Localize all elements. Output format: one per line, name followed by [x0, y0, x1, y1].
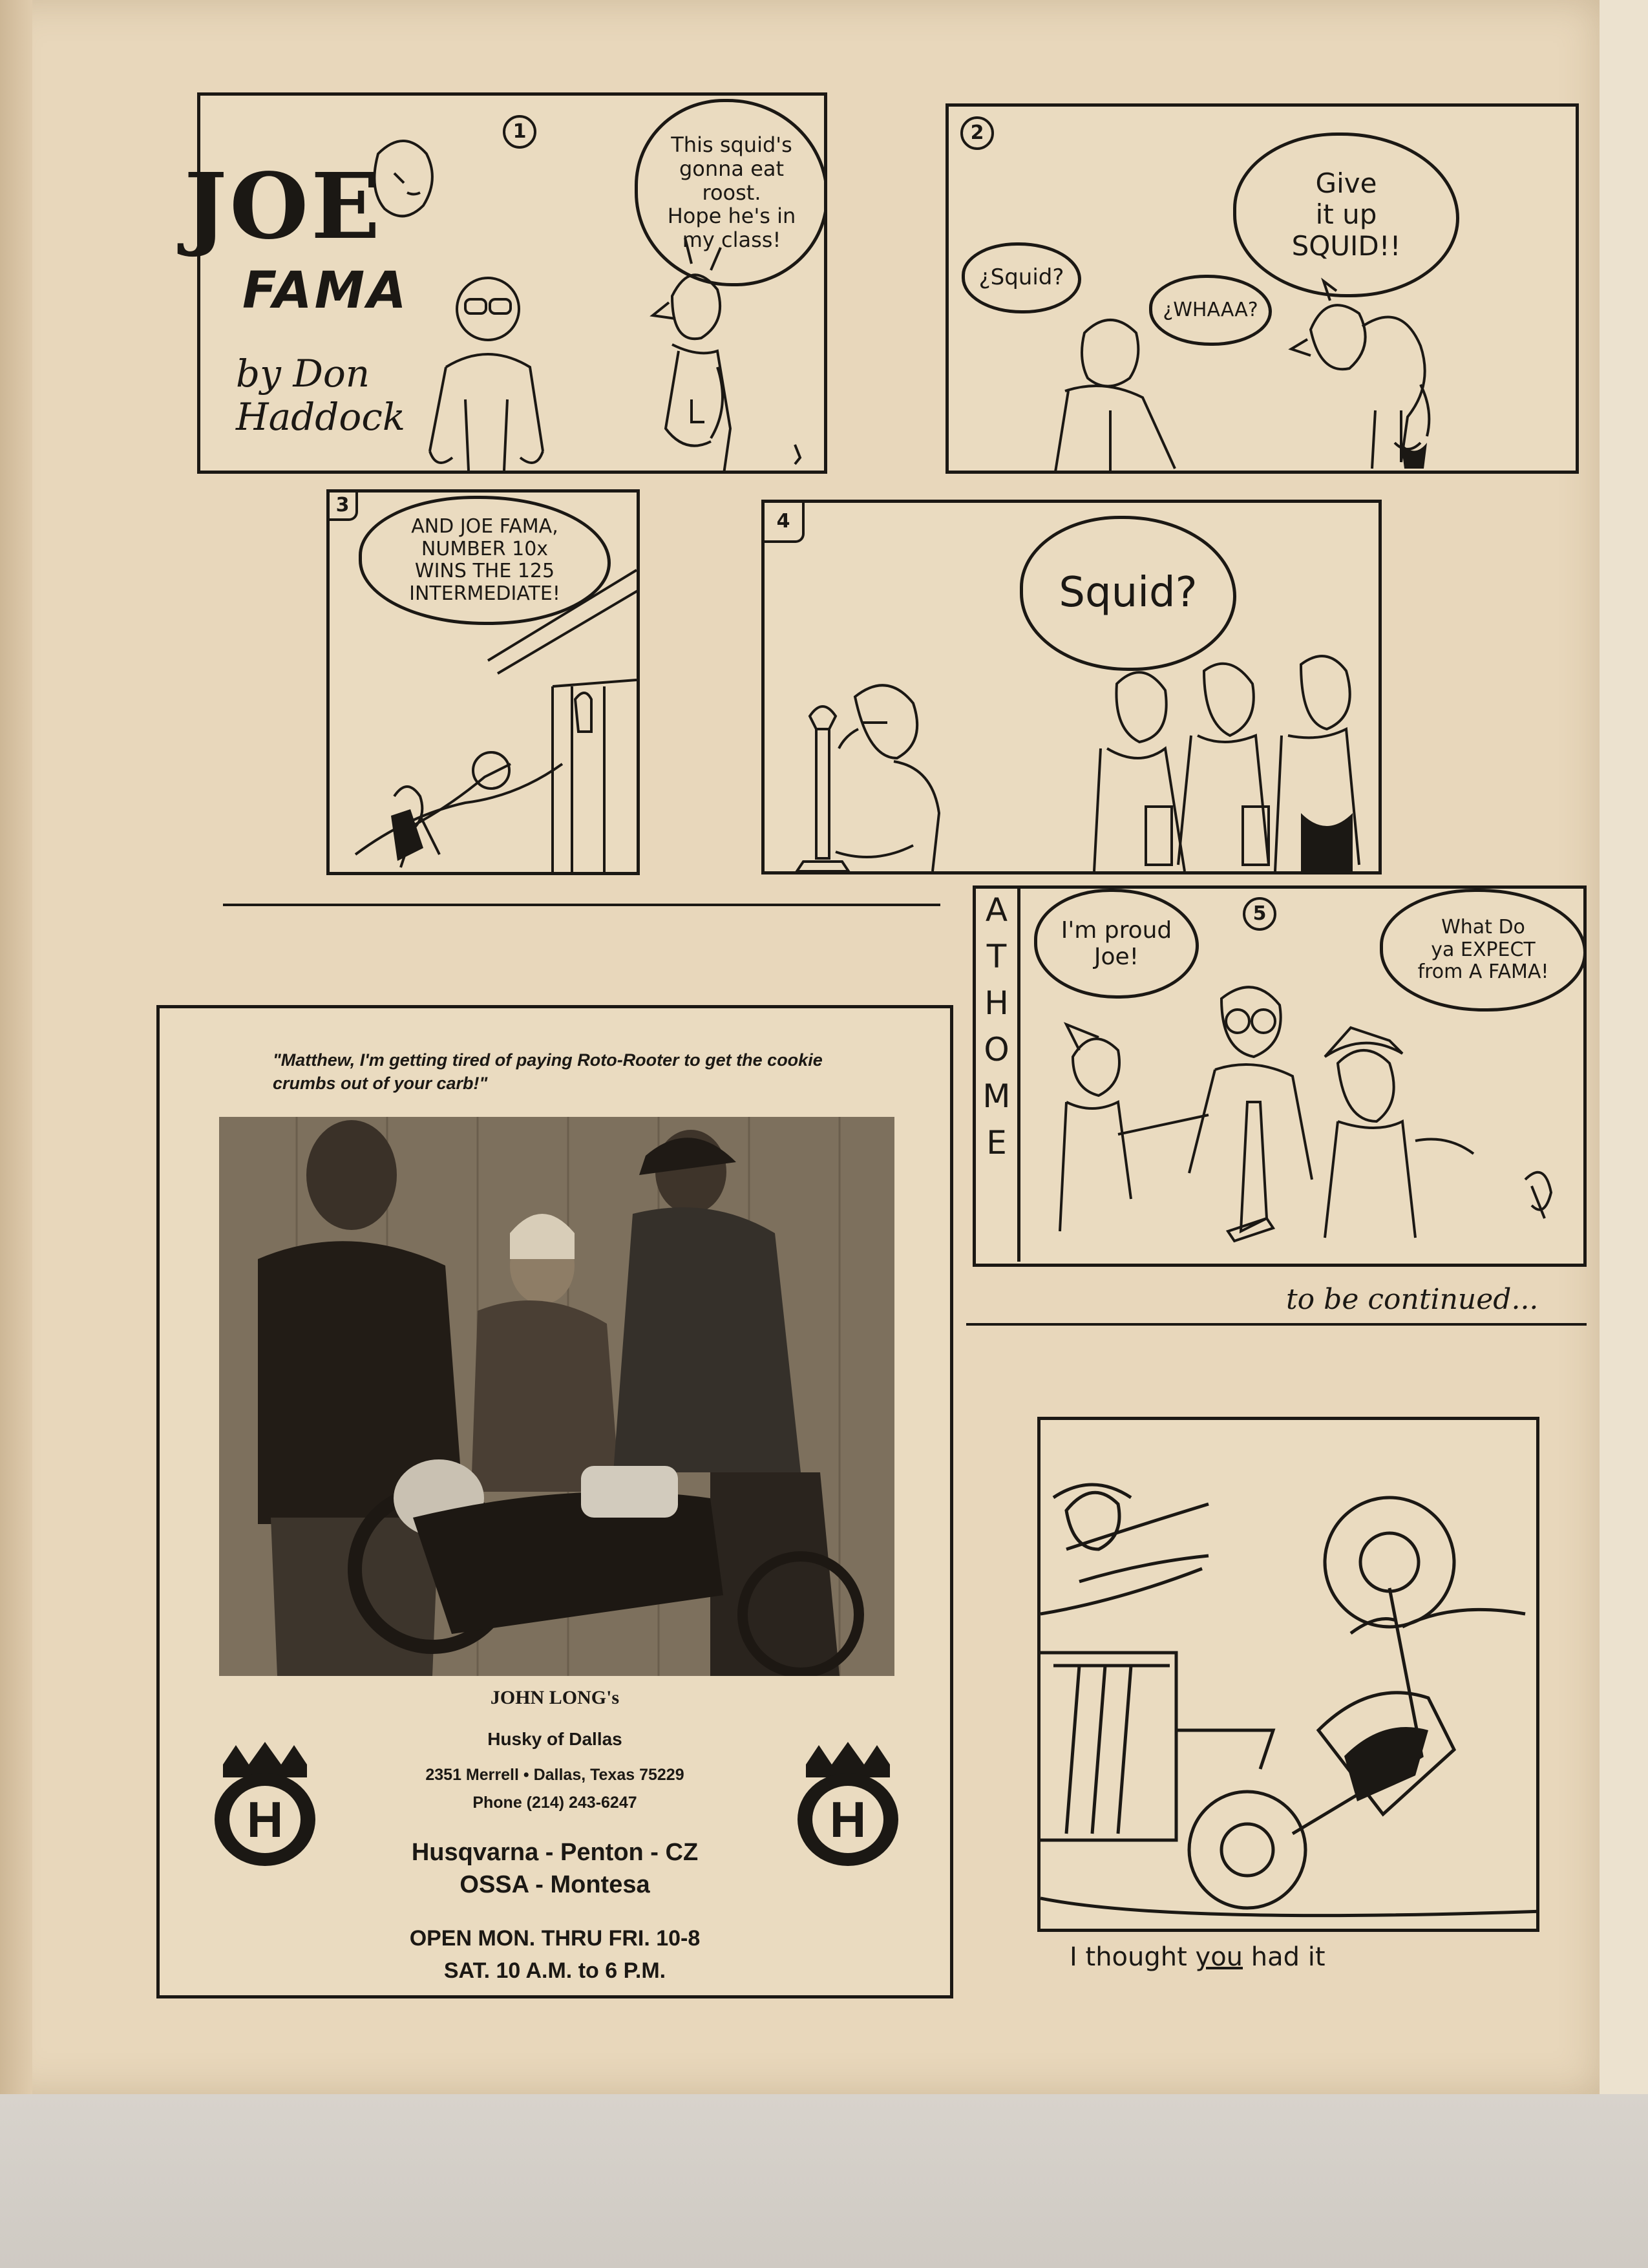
panel-number-3: 3	[330, 493, 358, 521]
side-label-letter: A	[985, 891, 1008, 929]
husqvarna-crown-icon	[210, 1739, 320, 1868]
panel6-drawing	[1041, 1420, 1539, 1932]
divider-rule-left	[223, 904, 940, 906]
panel3-speech-bubble: AND JOE FAMA, NUMBER 10x WINS THE 125 INTERMEDIATE!	[359, 496, 611, 625]
panel-number-4: 4	[765, 503, 805, 543]
divider-rule-right	[966, 1323, 1587, 1326]
husqvarna-crown-logo-left	[210, 1739, 320, 1868]
husky-of-dallas-advertisement	[156, 1005, 953, 1998]
panel1-speech-bubble: This squid's gonna eat roost. Hope he's in my class!	[635, 99, 827, 286]
panel2-bubble-give-up: Give it up SQUID!!	[1233, 132, 1459, 297]
panel5-bubble-expect: What Do ya EXPECT from A FAMA!	[1380, 889, 1587, 1012]
ad-hours-line1: OPEN MON. THRU FRI. 10-8	[409, 1926, 701, 1951]
ad-shop-name: Husky of Dallas	[487, 1729, 622, 1749]
ad-address: 2351 Merrell • Dallas, Texas 75229	[425, 1766, 684, 1784]
panel-number-2: 2	[960, 116, 994, 150]
comic-panel-6	[1037, 1417, 1539, 1932]
panel5-bubble-proud: I'm proud Joe!	[1034, 889, 1199, 999]
ad-brands-line2: OSSA - Montesa	[460, 1871, 650, 1898]
comic-panel-3	[326, 489, 640, 875]
side-label-letter: O	[984, 1031, 1009, 1068]
ad-photograph	[219, 1117, 894, 1676]
comic-title-joe: JOE	[184, 154, 383, 260]
husqvarna-crown-icon	[793, 1739, 903, 1868]
panel6-caption	[1070, 1942, 1326, 1972]
panel6-caption-text: I thought you had it	[1070, 1942, 1326, 1972]
panel2-drawing	[949, 107, 1579, 474]
ad-photo-caption: "Matthew, I'm getting tired of paying Roto-Rooter to get the cookie crumbs out of your carb!"	[273, 1050, 823, 1094]
panel4-drawing	[765, 503, 1382, 874]
husqvarna-crown-logo-right	[793, 1739, 903, 1868]
side-label-letter: T	[986, 938, 1007, 975]
side-label-letter: M	[982, 1077, 1011, 1115]
side-label-letter: E	[986, 1124, 1007, 1161]
panel5-side-label	[976, 887, 1020, 1262]
comic-byline: by Don Haddock	[236, 352, 405, 439]
ad-hours-line2: SAT. 10 A.M. to 6 P.M.	[443, 1958, 666, 1983]
panel-number-5: 5	[1243, 897, 1276, 931]
panel4-speech-bubble: Squid?	[1020, 516, 1236, 671]
scan-background	[0, 2094, 1648, 2268]
ad-phone: Phone (214) 243-6247	[472, 1794, 637, 1812]
panel3-drawing	[330, 493, 640, 875]
panel2-bubble-whaaa: ¿WHAAA?	[1149, 275, 1272, 346]
panel5-drawing	[976, 889, 1587, 1267]
panel2-bubble-squid: ¿Squid?	[962, 242, 1081, 313]
comic-panel-4	[761, 500, 1382, 874]
panel-number-1: 1	[503, 115, 536, 149]
ad-brands-line1: Husqvarna - Penton - CZ	[411, 1839, 699, 1866]
comic-title-fama: FAMA	[242, 262, 409, 320]
ad-photo-illustration	[219, 1117, 894, 1676]
comic-panel-2	[945, 103, 1579, 474]
logo-letter-right: H	[829, 1791, 867, 1848]
page-spine-shadow	[0, 0, 32, 2094]
panel6-caption-emphasis: you	[1195, 1942, 1243, 1972]
to-be-continued-text: to be continued...	[1286, 1283, 1539, 1316]
side-label-letter: H	[984, 984, 1009, 1022]
ad-dealer-name: JOHN LONG's	[490, 1687, 620, 1708]
logo-letter-left: H	[246, 1791, 284, 1848]
comic-panel-5	[973, 885, 1587, 1267]
